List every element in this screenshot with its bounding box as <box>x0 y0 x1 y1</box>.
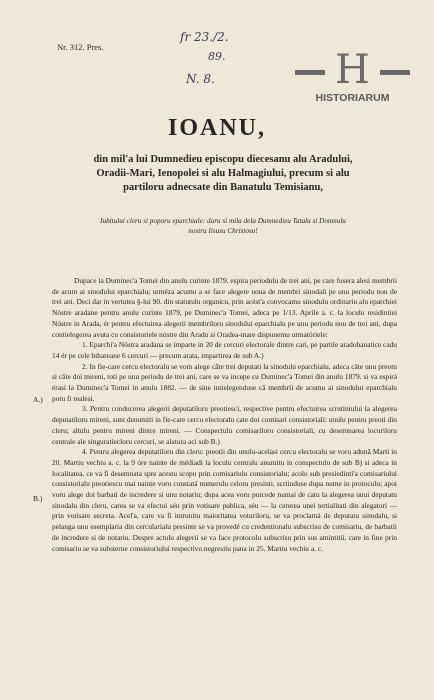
subtitle-line: partiloru adnecsate din Banatulu Temisianu, <box>123 182 323 193</box>
subtitle-line: Oradii-Mari, Ienopolei si alu Halmagiului, precum si alu <box>96 168 350 179</box>
historiarum-watermark-logo <box>295 47 410 108</box>
subtitle-line: din mil'a lui Dumnedieu episcopu diecesanu alu Aradului, <box>93 154 353 165</box>
paragraph-1: 1. Eparchi'a Nóstra aradana se imparte in 20 de cercuri electorale dintre cari, pe partile aradobanatice cadu 14 ér pe cele bihareane 6 cercuri — precum arata, impartirea de sub A.) <box>52 340 397 360</box>
document-number: Nr. 312. Pres. <box>57 42 104 52</box>
paragraph-intro: Dupace la Duminec'a Tomei din anulu curinte 1879. espira periodulu de trei ani, pe care fusera alesi membrii de acum ai sinodului eparchialu; urméza acumu a se face alegere noua de membri sinodali pe unu periodu nou de trei ani. Deci dar in vertutea §-lui 90. din statutulu organicu, prin acést'a convocamu sinodulu ordinariu alu eparchiei Nóstre aradane pentru anulu curinte 1879, pe Duminec'a Tomei, adeca pe 1/13. Aprile a. c. la loculu residintiei Nóstre in Arada, ér pentru efectuirea alegerii membriloru sinodului eparchialu pe unu periodu nou de trei ani, dupa contielegerea avuta cu consistoriele nóstre din Aradu si Oradea-mare dispunemu urmatóriele: <box>52 276 397 339</box>
document-subtitle <box>48 153 398 195</box>
handwritten-note-2: 89. <box>208 50 226 63</box>
margin-mark-a: A.) <box>33 395 43 404</box>
logo-text: HISTORIARUM <box>315 92 390 104</box>
document-title: IOANU, <box>167 115 266 141</box>
handwritten-note-3: N. 8. <box>186 72 215 86</box>
logo-letter: H <box>335 47 370 93</box>
greeting <box>60 216 386 236</box>
margin-mark-b: B.) <box>33 494 43 503</box>
paragraph-2: 2. In fie-care cercu electoralu se vom alege câte trei deputati la sinodulu eparchialu, adeca câte unu preotu si câte doi mireni, toti pe unu periodu de trei ani, care se va incepe cu Duminec'a Tomei din anulu 1879. si va espirá érasi la Duminec'a Tomei in anulu 1882. — de sine intielegenduse câ membrii de acumu ai sinodului eparchialu potu fi realesi. <box>52 361 397 403</box>
paragraph-3: 3. Pentru conducerea alegerii deputatiloru preotiesci, respective pentru efectuirea scrutiniului la alegerea deputatiloru mireni, sunt denumiti in fie-care cercu electoralu cate doi comisari consistoriali: unulu pentru preoti din cleru; altulu pentru mireni dintre mireni. — Conspectulu comisariloru consistoriali, cu desemnarea locuriloru centrale ale singuratiecloru cercuri, se alatura aci sub B.) <box>52 404 397 446</box>
greeting-line: nostru Iisusu Christosu! <box>188 227 258 235</box>
paragraph-4: 4. Pentru alegerea deputatiloru din cleru: preotii din unulu-acelasi cercu electoralu se voru adunâ Marti in 20. Martiu vechiu a. c. la 9 óre nainte de médiadi la loculu centralu anumitu in conspectulu de sub B) si adeca in localitatea, ce va fi desemnata spre acestu scopu prin comisariulu consistorialu; acolo sub presiedinti'a comisariului consistorialu preotiescu mai nainte voru constatá numerulu celoru presinti, scriinduse dupa nume in protocolu; apoi voru alege doi barbati de incredere si unu notariu; dupa acea voru purcede numai de catu la alegerea unui deputatu sinodalu din cleru, carea se va efectui séu prin votisare publica, séu — la cererea unei tertialitati din alegatori — prin votisare secreta. Acel'a, care va fi intrunitu maioritatea voturiloru, se va proclamá de deputatu sinodalu, si pelanga unu esemplaria din cercularialu presinte se va provedé cu credentionalu subscrisu de comisariu, de barbatii de incredere si de notariu. Despre actulu alegerii se va face protocolu subscrisu prin sus amintitii, care in fine prin comisariu se va substerne consistoriului respectivu negresitu pana in 25. Martiu vechiu a. c. <box>52 447 397 553</box>
greeting-line: Iubitului cleru si poporu eparchiale: daru si mila dela Dumnedieu Tatalu si Domnulu <box>100 217 346 225</box>
document-body <box>52 276 397 554</box>
handwritten-note-1: fr 23./2. <box>180 30 229 44</box>
